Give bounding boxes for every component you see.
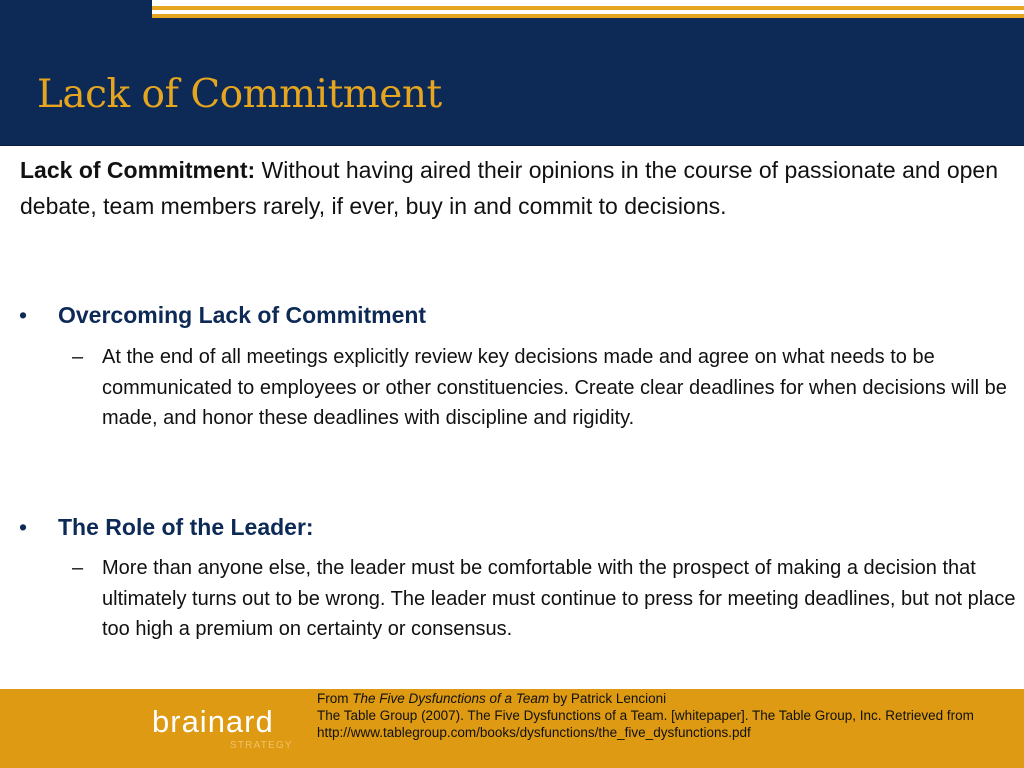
sub-item-text: More than anyone else, the leader must be comfortable with the prospect of making a decision that ultimately turns out to be wrong. The leader must continue to press for meeting deadlines, but not place too high a premium on certainty or consensus. (102, 557, 1016, 640)
heading-text: Overcoming Lack of Commitment (58, 302, 427, 328)
brainard-logo: brainard (152, 704, 274, 739)
sub-item-overcoming (72, 342, 1017, 434)
heading-text: The Role of the Leader: (58, 514, 314, 540)
citation-from: From (317, 691, 353, 706)
dash-marker: – (72, 346, 84, 368)
source-citation (317, 690, 977, 741)
citation-reference: The Table Group (2007). The Five Dysfunctions of a Team. [whitepaper]. The Table Group, Inc. Retrieved from (317, 708, 974, 723)
intro-label: Lack of Commitment: (20, 157, 256, 183)
intro-text: Without having aired their opinions in the course of passionate and open debate, team members rarely, if ever, buy in and commit to decisions. (20, 157, 999, 219)
dash-marker: – (72, 557, 84, 579)
bullet-dot: • (19, 302, 28, 328)
header-decorative-stripes (152, 0, 1024, 22)
bullet-dot: • (19, 514, 28, 540)
citation-line-1 (317, 690, 977, 707)
citation-url: http://www.tablegroup.com/books/dysfunctions/the_five_dysfunctions.pdf (317, 725, 751, 740)
brainard-logo-tagline: STRATEGY (230, 740, 293, 751)
stripe (152, 14, 1024, 18)
slide-title: Lack of Commitment (37, 72, 442, 117)
intro-paragraph (20, 152, 1010, 224)
header-bar (0, 0, 1024, 146)
citation-author: by Patrick Lencioni (549, 691, 667, 706)
slide-body (19, 152, 1016, 640)
citation-book-title: The Five Dysfunctions of a Team (352, 691, 550, 706)
sub-item-text: At the end of all meetings explicitly review key decisions made and agree on what needs to be communicated to employees or other constituencies. Create clear deadlines for when decisions will be made, and honor these deadlines with discipline and rigidity. (102, 346, 1007, 429)
sub-item-leader-role (72, 553, 1017, 645)
